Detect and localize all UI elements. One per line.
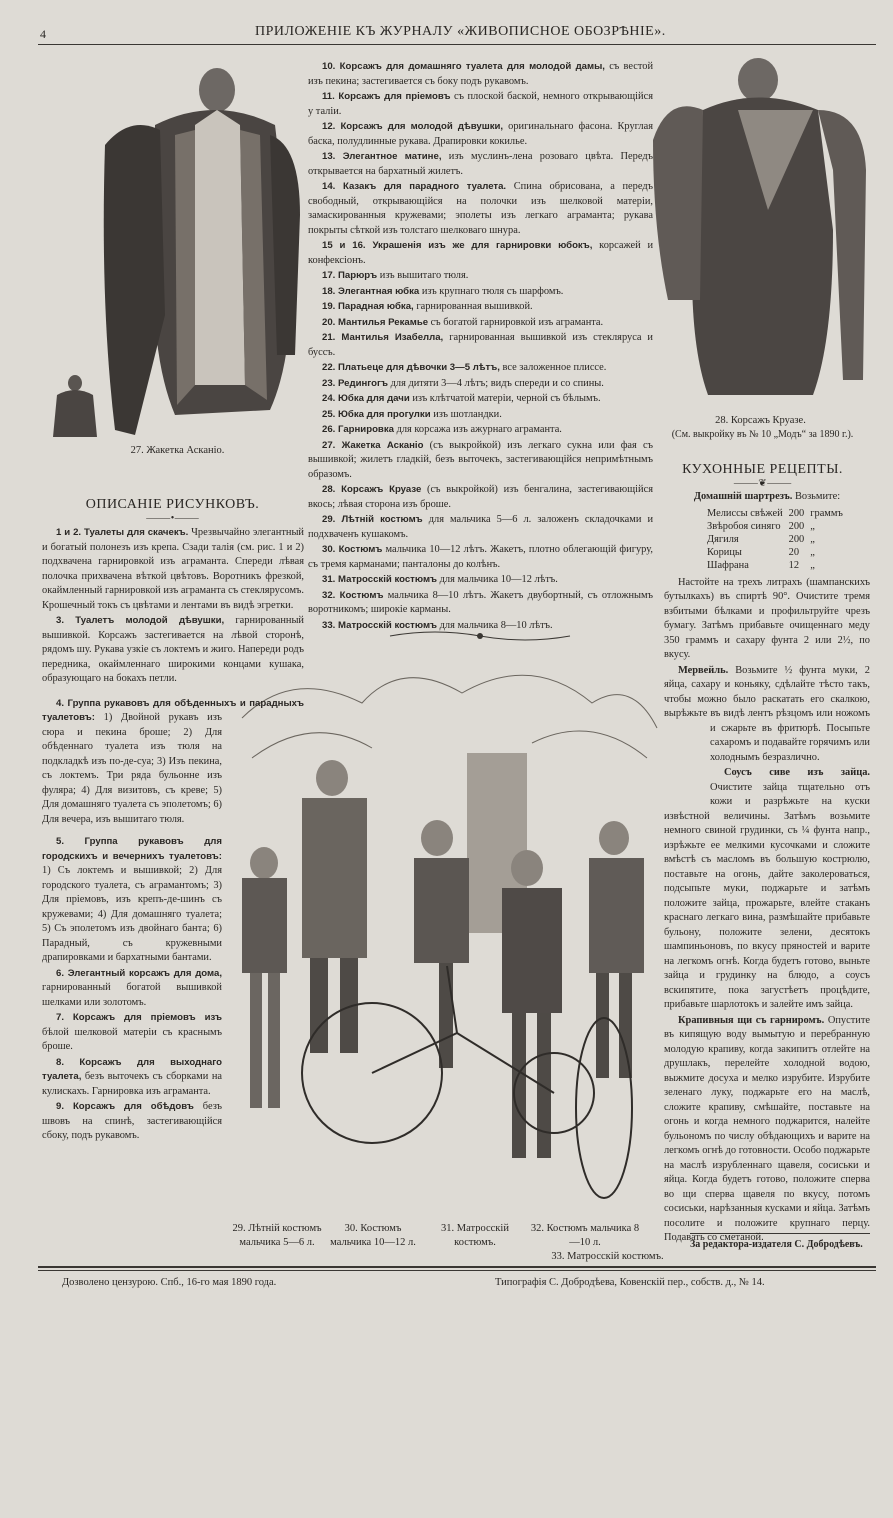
printer-note: Типографія С. Добродѣева, Ковенскій пер., собств. д., № 14. bbox=[495, 1277, 765, 1288]
description-item: 3. Туалетъ молодой дѣвушки, гарнированный вышивкой. Корсажъ застегивается на лѣвой сторонѣ, рядомъ шу. Рукава узкіе съ локтемъ и жиго. Напереди родъ передника, окаймленнаго широкими концами кушака, образующаго на бокахъ петли. bbox=[42, 615, 304, 684]
boy-33 bbox=[589, 821, 644, 1078]
description-item: 12. Корсажъ для молодой дѣвушки, оригинальнаго фасона. Круглая баска, полудлинные рукава. Драпировки кокилье. bbox=[308, 121, 653, 147]
description-item: 32. Костюмъ мальчика 8—10 лѣтъ. Жакетъ двубортный, съ отложнымъ воротникомъ; широкіе карманы. bbox=[308, 589, 653, 615]
description-item: 33. Матросскій костюмъ для мальчика 8—10 лѣтъ. bbox=[322, 619, 553, 631]
caption-30: 30. Костюмъ мальчика 10—12 л. bbox=[330, 1223, 416, 1248]
description-item: 20. Мантилья Рекамье съ богатой гарнировкой изъ аграманта. bbox=[322, 316, 604, 328]
jacket-ascanio-illustration bbox=[45, 55, 305, 440]
middle-description-column bbox=[308, 60, 653, 634]
description-item: 10. Корсажъ для домашняго туалета для молодой дамы, съ вестой изъ пекина; застегивается съ боку подъ рукавомъ. bbox=[308, 61, 654, 87]
figure-28-pattern-note: (См. выкройку въ № 10 „Модъ“ за 1890 г.). bbox=[671, 429, 854, 440]
caption-32: 32. Костюмъ мальчика 8—10 л. bbox=[530, 1223, 640, 1248]
ingredient-row: Дягиля 200 „ bbox=[707, 533, 815, 545]
bodice-croise-illustration bbox=[648, 50, 873, 410]
ingredient-row: Шафрана 12 „ bbox=[707, 559, 815, 571]
description-item: 9. Корсажъ для обѣдовъ безъ швовъ на спинѣ, застегивающійся сбоку, подъ рукавомъ. bbox=[42, 1101, 222, 1141]
descriptions-heading: ОПИСАНІЕ РИСУНКОВЪ. bbox=[85, 497, 260, 512]
description-item: 18. Элегантная юбка изъ крупнаго тюля съ шарфомъ. bbox=[322, 285, 564, 297]
recipe-chartreuse-instructions: Настойте на трехъ литрахъ (шампанскихъ бутылкахъ) въ спиртѣ 90°. Очистите тремя взбитыми бѣлками и профильтруйте чрезъ бумагу. Затѣмъ прибавьте очищеннаго меду 350 граммъ и сахару фунта 2 или 2½, по вкусу. bbox=[664, 576, 870, 660]
description-item: 6. Элегантный корсажъ для дома, гарнированный богатой вышивкой шелками или золотомъ. bbox=[42, 967, 222, 1008]
description-item: 11. Корсажъ для пріемовъ съ плоской баской, немного открывающійся у таліи. bbox=[308, 91, 653, 117]
description-item: 4. Группа рукавовъ для обѣденныхъ и парадныхъ туалетовъ: 1) Двойной рукавъ изъ сюра и пекина броше; 2) Для обѣденнаго туалета изъ тюля на подкладкѣ изъ по-де-суа; 3) Изъ пекина, съ локтемъ. Три ряда бульонне изъ фуляра; 4) Для визитовъ, съ креве; 5) Для домашняго туалета съ эполетомъ; 6) Для вечера, изъ вышитаго тюля. bbox=[42, 697, 304, 825]
description-item: 17. Парюръ изъ вышитаго тюля. bbox=[322, 270, 469, 281]
figure-27-caption: 27. Жакетка Асканіо. bbox=[130, 445, 225, 456]
description-item: 31. Матросскій костюмъ для мальчика 10—12 лѣтъ. bbox=[322, 574, 558, 585]
ingredients-table bbox=[704, 507, 846, 572]
editor-signature: За редактора-издателя С. Добродѣевъ. bbox=[690, 1239, 863, 1250]
ingredient-row: Мелиссы свѣжей 200 граммъ bbox=[707, 507, 843, 519]
description-item: 25. Юбка для прогулки изъ шотландки. bbox=[322, 408, 502, 420]
description-item: 21. Мантилья Изабелла, гарнированная вышивкой изъ стеклярусa и буссъ. bbox=[308, 332, 653, 358]
description-item: 26. Гарнировка для корсажа изъ ажурнаго аграманта. bbox=[322, 424, 562, 435]
description-item: 28. Корсажъ Круазе (съ выкройкой) изъ бенгалина, застегивающійся вкось; лѣвая сторона изъ броше. bbox=[308, 484, 653, 510]
header-rule bbox=[38, 44, 876, 45]
boy-32 bbox=[502, 850, 562, 1158]
left-description-column bbox=[42, 526, 304, 1518]
ingredient-row: Корицы 20 „ bbox=[707, 546, 815, 558]
recipes-column bbox=[664, 490, 870, 1247]
description-item: 29. Лѣтній костюмъ для мальчика 5—6 л. заложенъ складочками и подхваченъ кушакомъ. bbox=[308, 514, 654, 540]
recipe-item: Мервейль. Возьмите ½ фунта муки, 2 яйца, сахару и коньяку, сдѣлайте тѣсто такъ, чтобы можно было раскатать его скалкою, вырѣжьте въ видѣ лентъ рѣзцомъ или ножомъ и сжарьте въ фритюрѣ. Посыпьте сахаромъ и подавайте горячимъ или холоднымъ безразлично. bbox=[664, 664, 870, 763]
censorship-note: Дозволено цензурою. Спб., 16-го мая 1890 года. bbox=[62, 1277, 277, 1288]
description-item: 15 и 16. Украшенія изъ же для гарнировки юбокъ, корсажей и конфексіонъ. bbox=[308, 240, 654, 266]
boy-31 bbox=[414, 820, 469, 1068]
caption-33: 33. Матросскій костюмъ. bbox=[551, 1251, 664, 1262]
caption-29: 29. Лѣтній костюмъ мальчика 5—6 л. bbox=[232, 1223, 322, 1248]
description-item: 30. Костюмъ мальчика 10—12 лѣтъ. Жакетъ, плотно облегающій фигуру, съ тремя карманами; панталоны до колѣнъ. bbox=[308, 544, 653, 570]
description-item: 27. Жакетка Асканіо (съ выкройкой) изъ легкаго сукна или фая съ вышивкой; жилетъ гладкій, безъ выточекъ, застегивающійся непримѣтнымъ образомъ. bbox=[308, 439, 653, 480]
description-item: 1 и 2. Туалеты для скачекъ. Чрезвычайно элегантный и богатый полонезъ изъ крепа. Сзади талія (см. рис. 1 и 2) подхвачена гарнировкой изъ аграманта. Спереди лѣвая полочка прихвачена вѣткой цвѣтовъ. Воротникъ фрезкой, окаймленный гарнировкой изъ аграманта съ стеклярусомъ. Крошечный токъ съ цвѣтами и лентами въ видѣ эгретки. bbox=[42, 527, 304, 611]
description-item: 22. Платьеце для дѣвочки 3—5 лѣтъ, все заложенное плиссе. bbox=[322, 362, 607, 373]
description-item: 24. Юбка для дачи изъ клѣтчатой матеріи, черной съ бѣлымъ. bbox=[322, 393, 601, 404]
description-item: 14. Казакъ для парадного туалета. Спина обрисована, а передъ свободный, открывающійся на полочки изъ шелковой матеріи, замаскированныя кружевами; эполеты изъ легкаго аграманта; рукава покрыты сѣткой изъ толстаго шелковаго шнура. bbox=[308, 181, 653, 236]
small-jacket-back-view bbox=[53, 375, 97, 437]
page-header-title: ПРИЛОЖЕНІЕ КЪ ЖУРНАЛУ «ЖИВОПИСНОЕ ОБОЗРѢНІЕ». bbox=[255, 24, 666, 39]
description-item: 5. Группа рукавовъ для городскихъ и вечернихъ туалетовъ: 1) Съ локтемъ и вышивкой; 2) Для городского туалета, съ аграмантомъ; 3) Для пріемовъ, изъ крепъ-де-шинъ съ кружевами; 4) Для домашняго туалета; 5) Съ эполетомъ изъ двойнаго банта; 6) Парадный, съ кружевными драпировками и бархатными бантами. bbox=[42, 836, 222, 963]
recipes-heading: КУХОННЫЕ РЕЦЕПТЫ. bbox=[682, 462, 843, 477]
description-item: 19. Парадная юбка, гарнированная вышивкой. bbox=[322, 301, 533, 312]
recipe-item: Соусъ сиве изъ зайца. Очистите зайца тщательно отъ кожи и разрѣжьте на куски извѣстной величины. Затѣмъ возьмите немного свиной грудинки, съ ¼ фунта напр., изрѣжьте ее мелкими кусочками и сложите вмѣстѣ съ масломъ въ большую кострюлю, поставьте на огонь, дайте заколероваться, подсыпьте муки, поджарьте и затѣмъ положите зайца, прожарьте, влейте стаканъ краснаго легкаго вина, размѣшайте прибавьте бульону, положите зелени, десятокъ шампиньоновъ, по вкусу пряностей и варите на легкомъ огнѣ. Когда будетъ готово, выньте зайца и грудинку на блюдо, а соусъ вскипятите, пока загустѣетъ процѣдите, прибавьте шарлотокъ и залейте имъ зайца. bbox=[664, 767, 870, 1010]
description-item: 23. Редингогъ для дитяти 3—4 лѣтъ; видъ спереди и со спины. bbox=[322, 377, 604, 389]
description-item: 13. Элегантное матине, изъ муслинъ-лена розоваго цвѣта. Передъ открывается на бархатный жилетъ. bbox=[308, 151, 653, 177]
recipe-chartreuse-title: Домашній шартрезъ. Возьмите: bbox=[693, 491, 841, 502]
boy-30 bbox=[302, 760, 367, 1053]
page-number: 4 bbox=[40, 27, 46, 41]
figure-28-caption: 28. Корсажъ Круазе. bbox=[715, 415, 806, 426]
heading-ornament-icon: ⸻•⸻ bbox=[145, 513, 200, 524]
description-item: 8. Корсажъ для выходнаго туалета, безъ выточекъ съ сборками на кулискахъ. Гарнировка изъ аграманта. bbox=[42, 1056, 222, 1097]
recipes-ornament-icon: ⸻❦⸻ bbox=[733, 478, 792, 489]
recipe-item: Крапивныя щи съ гарниромъ. Опустите въ кипящую воду вымытую и перебранную молодую крапиву, когда закипитъ отлейте на друшлакъ, перелейте холодной водою, выжмите досуха и мелко изрубите. Изрубите зеленаго луку, поджарьте его на маслѣ, сложите крапиву, смѣшайте, поставьте на огонь и когда немного поджарится, налейте бульономъ по числу обѣдающихъ и варите на легкомъ огнѣ до готовности. Особо поджарьте на маслѣ изрубленнаго щавеля, сосиськи и яйца. Когда будетъ готово, положите сперва во щи сперва щавеля по вкусу, потомъ сосиськи, нарѣзанныя кусками и яйца. Затѣмъ посолите и положите крупнаго перцу. Подавать со сметаной. bbox=[664, 1014, 870, 1243]
caption-31: 31. Матросскій костюмъ. bbox=[441, 1223, 509, 1248]
ingredient-row: Звѣробоя синяго 200 „ bbox=[707, 520, 815, 532]
description-item: 7. Корсажъ для пріемовъ изъ бѣлой шелковой матеріи съ краснымъ броше. bbox=[42, 1012, 222, 1052]
